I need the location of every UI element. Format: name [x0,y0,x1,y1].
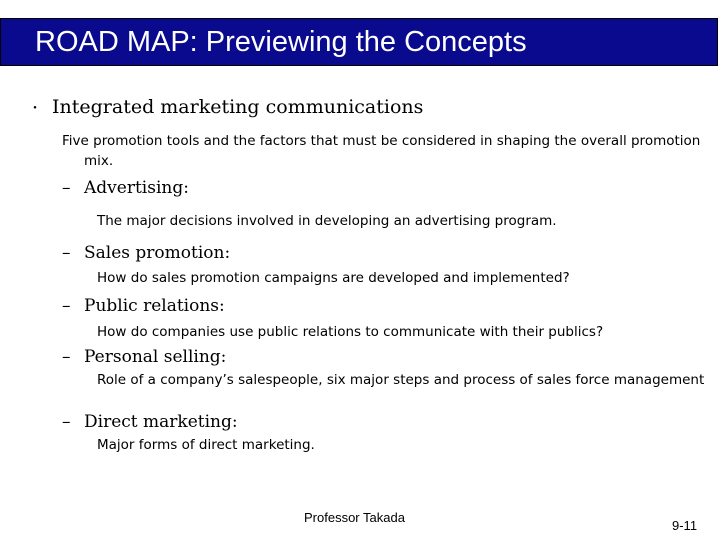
subtopic-description-public-relations: How do companies use public relations to communicate with their publics? [97,324,604,340]
subtopic-label: Public relations: [84,296,225,316]
subtopic-description-advertising: The major decisions involved in developing an advertising program. [97,213,557,229]
subtopic-label: Sales promotion: [84,243,231,263]
subtopic-label: Direct marketing: [84,412,238,432]
subtopic-label: Advertising: [84,178,189,198]
subtopic-description-sales-promotion: How do sales promotion campaigns are developed and implemented? [97,270,570,286]
subtopic-public-relations [62,296,225,316]
main-topic: Integrated marketing communications [52,96,424,118]
subtopic-description-personal-selling: Role of a company’s salespeople, six major steps and process of sales force management [97,372,705,388]
subtopic-direct-marketing [62,412,238,432]
intro-text: Five promotion tools and the factors that must be considered in shaping the overall promotion mix. [62,133,701,169]
dash-marker: – [62,296,71,316]
main-bullet-marker: ・ [28,101,42,117]
dash-marker: – [62,347,71,367]
subtopic-personal-selling [62,347,226,367]
subtopic-advertising [62,178,189,198]
slide-title: ROAD MAP: Previewing the Concepts [35,26,527,58]
dash-marker: – [62,243,71,263]
subtopic-label: Personal selling: [84,347,227,367]
footer-author: Professor Takada [304,510,405,525]
dash-marker: – [62,412,71,432]
subtopic-sales-promotion [62,243,230,263]
page-number: 9-11 [672,518,698,533]
dash-marker: – [62,178,71,198]
title-bar [0,18,718,66]
subtopic-description-direct-marketing: Major forms of direct marketing. [97,437,315,453]
